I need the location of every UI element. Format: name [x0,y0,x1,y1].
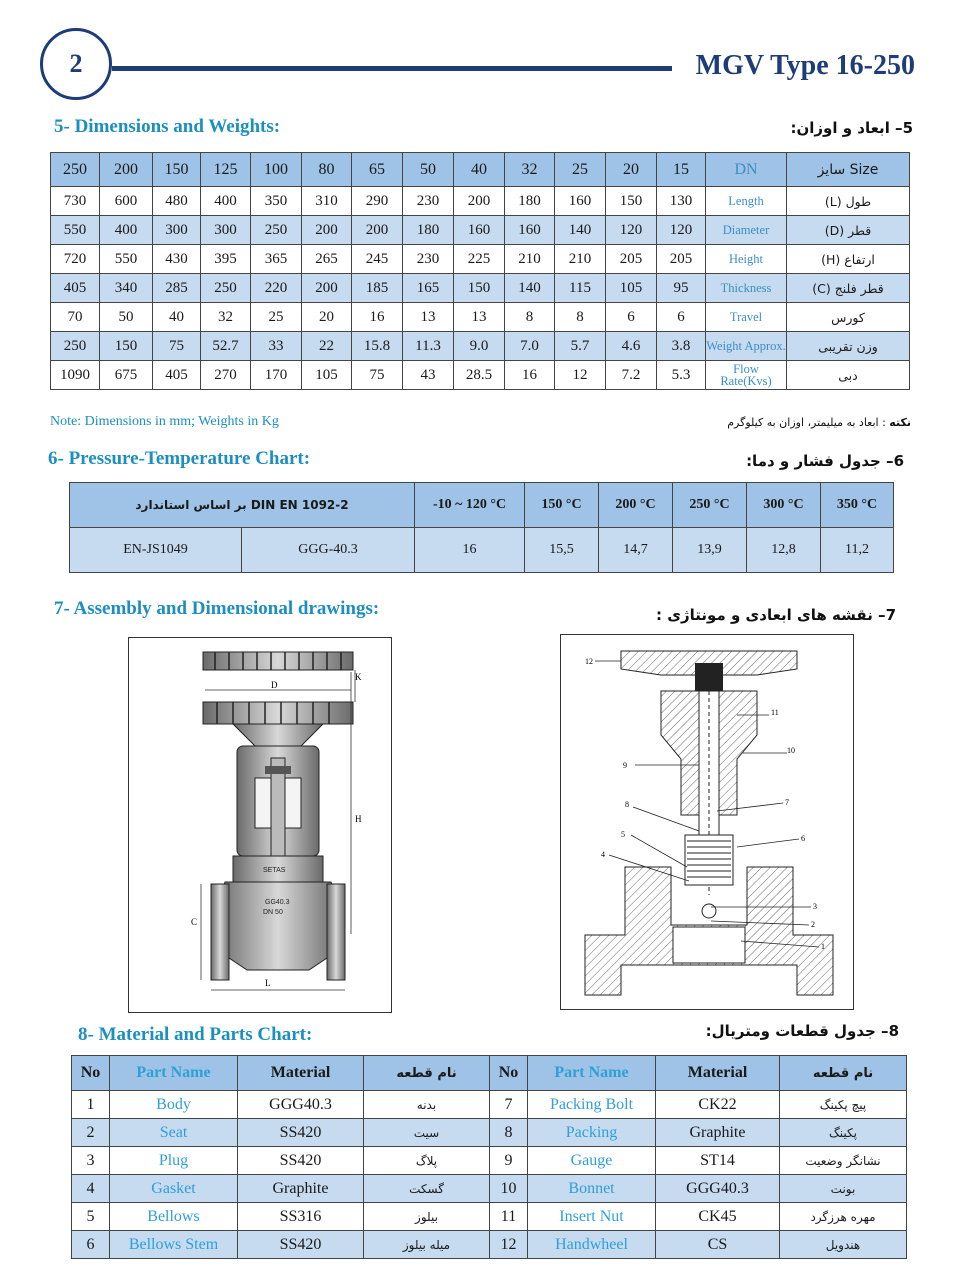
row-label-fa: قطر (D) [787,216,910,245]
dimension-value: 675 [100,361,153,390]
dimension-value: 15.8 [352,332,403,361]
header-material: Material [238,1056,364,1091]
dimension-value: 43 [403,361,454,390]
dimension-value: 33 [251,332,302,361]
callout-12: 12 [585,657,593,666]
dimension-value: 13 [403,303,454,332]
dim-h-label: H [355,814,362,824]
dn-cell: 40 [454,153,505,187]
standard-label: بر اساس استاندارد DIN EN 1092-2 [70,483,415,528]
dimension-value: 5.7 [555,332,606,361]
part-material: Graphite [656,1119,780,1147]
callout-2: 2 [811,920,815,929]
body-marking-size: DN 50 [263,909,283,916]
dimensions-row [51,274,910,303]
callout-5: 5 [621,830,625,839]
dn-cell: 25 [555,153,606,187]
dimension-value: 730 [51,187,100,216]
dimension-value: 6 [657,303,706,332]
dn-cell: 80 [302,153,352,187]
dimension-value: 1090 [51,361,100,390]
pressure-temperature-table [69,482,894,573]
dimensions-row [51,216,910,245]
part-number: 6 [72,1231,110,1259]
part-material: Graphite [238,1175,364,1203]
section6-title: 6- Pressure-Temperature Chart: [48,448,311,469]
dimension-value: 480 [153,187,201,216]
dimension-value: 150 [454,274,505,303]
dim-d-label: D [271,680,278,690]
pressure-cell: 12,8 [747,528,821,573]
part-material: SS420 [238,1231,364,1259]
part-material: SS420 [238,1147,364,1175]
part-name: Bonnet [528,1175,656,1203]
header-part-name: Part Name [528,1056,656,1091]
dimension-value: 285 [153,274,201,303]
callout-11: 11 [771,708,779,717]
part-name: Insert Nut [528,1203,656,1231]
dimension-value: 205 [606,245,657,274]
dimension-value: 120 [657,216,706,245]
parts-row [72,1119,907,1147]
part-material: SS316 [238,1203,364,1231]
parts-row [72,1203,907,1231]
assembly-drawing [560,634,854,1010]
part-number: 7 [490,1091,528,1119]
dimension-value: 210 [555,245,606,274]
row-label-en: Length [706,187,787,216]
part-number: 8 [490,1119,528,1147]
dimension-value: 200 [302,216,352,245]
dimension-value: 160 [555,187,606,216]
dimension-value: 230 [403,187,454,216]
row-label-en: Weight Approx. [706,332,787,361]
pressure-cell: 11,2 [821,528,894,573]
dimension-value: 5.3 [657,361,706,390]
dimension-value: 140 [555,216,606,245]
row-label-fa: دبی [787,361,910,390]
material-standard: EN-JS1049 [70,528,242,573]
dimension-value: 130 [657,187,706,216]
dimension-value: 32 [201,303,251,332]
dimension-value: 200 [352,216,403,245]
temp-cell: 300 °C [747,483,821,528]
dimension-value: 185 [352,274,403,303]
dimension-value: 6 [606,303,657,332]
section8-title-fa: 8– جدول قطعات ومتریال: [705,1022,899,1040]
row-label-en: Travel [706,303,787,332]
header-no: No [490,1056,528,1091]
row-label-fa: طول (L) [787,187,910,216]
dimension-value: 350 [251,187,302,216]
header-part-name: Part Name [110,1056,238,1091]
pressure-cell: 14,7 [599,528,673,573]
part-name: Bellows [110,1203,238,1231]
dimension-value: 150 [100,332,153,361]
note-label: Note: [50,414,82,429]
part-name-fa: هندویل [780,1231,907,1259]
callout-6: 6 [801,834,805,843]
dimension-value: 4.6 [606,332,657,361]
dimension-value: 170 [251,361,302,390]
dimension-value: 75 [352,361,403,390]
part-material: ST14 [656,1147,780,1175]
dimension-value: 9.0 [454,332,505,361]
header-material: Material [656,1056,780,1091]
page-number: 2 [69,49,83,78]
section5-title-fa: 5– ابعاد و اوزان: [790,119,913,137]
dimension-value: 395 [201,245,251,274]
part-name-fa: نشانگر وضعیت [780,1147,907,1175]
dimension-value: 205 [657,245,706,274]
dimension-value: 165 [403,274,454,303]
dimension-value: 11.3 [403,332,454,361]
dimension-value: 270 [201,361,251,390]
dimension-value: 430 [153,245,201,274]
callout-4: 4 [601,850,605,859]
pt-data-row [70,528,894,573]
page-number-badge [40,28,112,100]
document-title: MGV Type 16-250 [695,50,915,81]
part-name-fa: بونت [780,1175,907,1203]
dimension-value: 250 [201,274,251,303]
temp-cell: 150 °C [525,483,599,528]
part-name: Gasket [110,1175,238,1203]
row-label-fa: وزن تقریبی [787,332,910,361]
row-label-en: Thickness [706,274,787,303]
dimension-value: 120 [606,216,657,245]
part-name-fa: سیت [364,1119,490,1147]
dn-cell: 20 [606,153,657,187]
dimensions-row [51,245,910,274]
dimensions-row [51,361,910,390]
dimension-value: 160 [505,216,555,245]
dimension-value: 400 [201,187,251,216]
part-number: 5 [72,1203,110,1231]
part-number: 10 [490,1175,528,1203]
temp-cell: 250 °C [673,483,747,528]
valve-exterior-svg [129,638,391,1012]
dimension-value: 200 [454,187,505,216]
dn-cell: 200 [100,153,153,187]
dn-cell: 125 [201,153,251,187]
part-number: 9 [490,1147,528,1175]
part-material: CK45 [656,1203,780,1231]
part-number: 12 [490,1231,528,1259]
dimension-value: 180 [505,187,555,216]
dimension-value: 25 [251,303,302,332]
body-marking-material: GG40.3 [265,899,290,906]
parts-row [72,1147,907,1175]
dimension-value: 22 [302,332,352,361]
dimension-value: 16 [505,361,555,390]
part-number: 2 [72,1119,110,1147]
part-name-fa: بدنه [364,1091,490,1119]
dimension-value: 180 [403,216,454,245]
part-name: Handwheel [528,1231,656,1259]
dimension-value: 230 [403,245,454,274]
part-name-fa: پکینگ [780,1119,907,1147]
note-fa-label: نکته [889,416,911,429]
header-part-name-fa: نام قطعه [780,1056,907,1091]
dimension-value: 16 [352,303,403,332]
dimension-value: 75 [153,332,201,361]
dimension-value: 550 [51,216,100,245]
parts-row [72,1175,907,1203]
dimension-value: 105 [302,361,352,390]
dimension-value: 70 [51,303,100,332]
note-text: Dimensions in mm; Weights in Kg [84,414,279,429]
part-number: 3 [72,1147,110,1175]
dimension-value: 405 [51,274,100,303]
dimension-value: 13 [454,303,505,332]
dimensional-drawing [128,637,392,1013]
part-name: Plug [110,1147,238,1175]
dimension-value: 550 [100,245,153,274]
section5-title: 5- Dimensions and Weights: [54,116,281,137]
part-name-fa: پیچ پکینگ [780,1091,907,1119]
dimensions-row [51,332,910,361]
part-material: GGG40.3 [238,1091,364,1119]
dimension-value: 250 [251,216,302,245]
dn-cell: 32 [505,153,555,187]
dimension-value: 50 [100,303,153,332]
dimension-value: 160 [454,216,505,245]
dimension-value: 300 [153,216,201,245]
section7-title-fa: 7– نقشه های ابعادی و مونتاژی : [656,606,896,624]
dimension-value: 300 [201,216,251,245]
part-name: Seat [110,1119,238,1147]
dim-k-label: K [355,672,362,682]
part-number: 1 [72,1091,110,1119]
header-no: No [72,1056,110,1091]
temp-cell: -10 ~ 120 °C [415,483,525,528]
section7-title: 7- Assembly and Dimensional drawings: [54,598,380,619]
dimension-value: 310 [302,187,352,216]
dimension-value: 105 [606,274,657,303]
part-name: Body [110,1091,238,1119]
section8-title: 8- Material and Parts Chart: [78,1024,313,1045]
dimensions-note [50,414,279,430]
part-material: GGG40.3 [656,1175,780,1203]
header-part-name-fa: نام قطعه [364,1056,490,1091]
callout-8: 8 [625,800,629,809]
dimension-value: 95 [657,274,706,303]
parts-row [72,1231,907,1259]
part-name-fa: بیلوز [364,1203,490,1231]
dimension-value: 400 [100,216,153,245]
dimension-value: 40 [153,303,201,332]
part-name-fa: گسکت [364,1175,490,1203]
dimension-value: 405 [153,361,201,390]
dimension-value: 340 [100,274,153,303]
dimension-value: 20 [302,303,352,332]
dimension-value: 7.2 [606,361,657,390]
dimension-value: 7.0 [505,332,555,361]
section6-title-fa: 6– جدول فشار و دما: [746,452,904,470]
dimension-value: 12 [555,361,606,390]
dimension-value: 3.8 [657,332,706,361]
parts-row [72,1091,907,1119]
parts-header-row [72,1056,907,1091]
part-material: SS420 [238,1119,364,1147]
dimension-value: 220 [251,274,302,303]
row-label-en: Diameter [706,216,787,245]
dn-cell: 65 [352,153,403,187]
dimension-value: 52.7 [201,332,251,361]
material-name: GGG-40.3 [242,528,415,573]
temp-cell: 350 °C [821,483,894,528]
part-name: Bellows Stem [110,1231,238,1259]
size-label: سایز Size [787,153,910,187]
dn-cell: 250 [51,153,100,187]
part-number: 4 [72,1175,110,1203]
dn-cell: 50 [403,153,454,187]
part-material: CS [656,1231,780,1259]
dimension-value: 720 [51,245,100,274]
part-name-fa: مهره هرزگرد [780,1203,907,1231]
pt-header-row [70,483,894,528]
pressure-cell: 13,9 [673,528,747,573]
dimension-value: 28.5 [454,361,505,390]
dimension-value: 200 [302,274,352,303]
dimension-value: 245 [352,245,403,274]
valve-section-svg [561,635,853,1009]
dimension-value: 265 [302,245,352,274]
dimension-value: 290 [352,187,403,216]
callout-7: 7 [785,798,789,807]
parts-table [71,1055,907,1259]
dimension-value: 115 [555,274,606,303]
part-number: 11 [490,1203,528,1231]
dimension-value: 225 [454,245,505,274]
dim-l-label: L [265,978,271,988]
row-label-fa: ارتفاع (H) [787,245,910,274]
dimension-value: 140 [505,274,555,303]
svg-text:SETAS: SETAS [263,867,286,874]
dimension-value: 150 [606,187,657,216]
dimensions-table [50,152,910,390]
row-label-fa: قطر فلنج (C) [787,274,910,303]
callout-9: 9 [623,761,627,770]
dimension-value: 600 [100,187,153,216]
row-label-fa: کورس [787,303,910,332]
row-label-en: Flow Rate(Kvs) [706,361,787,390]
part-name-fa: میله بیلوز [364,1231,490,1259]
dimension-value: 8 [555,303,606,332]
pressure-cell: 15,5 [525,528,599,573]
dn-cell: 15 [657,153,706,187]
part-name: Packing Bolt [528,1091,656,1119]
dim-c-label: C [191,917,198,927]
header-rule [112,66,672,71]
dimensions-note-fa [727,416,911,429]
dn-label: DN [706,153,787,187]
part-name: Packing [528,1119,656,1147]
dn-cell: 150 [153,153,201,187]
pressure-cell: 16 [415,528,525,573]
part-name-fa: پلاگ [364,1147,490,1175]
part-name: Gauge [528,1147,656,1175]
callout-1: 1 [821,942,825,951]
dimension-value: 8 [505,303,555,332]
temp-cell: 200 °C [599,483,673,528]
dimension-value: 210 [505,245,555,274]
dimension-value: 250 [51,332,100,361]
dimensions-header-row [51,153,910,187]
dimension-value: 365 [251,245,302,274]
row-label-en: Height [706,245,787,274]
dimensions-row [51,303,910,332]
callout-3: 3 [813,902,817,911]
dn-cell: 100 [251,153,302,187]
note-fa-text: : ابعاد به میلیمتر، اوزان به کیلوگرم [727,416,886,429]
part-material: CK22 [656,1091,780,1119]
callout-10: 10 [787,746,795,755]
dimensions-row [51,187,910,216]
